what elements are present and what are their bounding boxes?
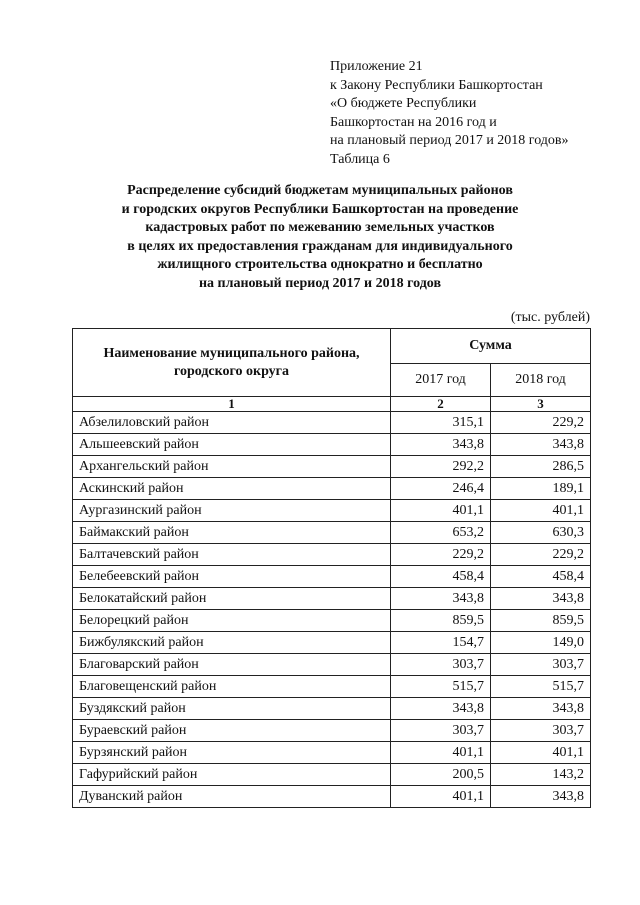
title-line: Распределение субсидий бюджетам муниципальных районов [127, 183, 513, 198]
district-name: Буздякский район [73, 698, 391, 720]
amount-2018: 343,8 [491, 786, 591, 808]
amount-2018: 859,5 [491, 610, 591, 632]
header-name: Наименование муниципального района, городского округа [73, 329, 391, 397]
table-row [73, 412, 591, 434]
title-line: жилищного строительства однократно и бесплатно [157, 257, 483, 272]
table-row [73, 588, 591, 610]
column-number: 3 [491, 397, 591, 412]
district-name: Белорецкий район [73, 610, 391, 632]
amount-2018: 229,2 [491, 412, 591, 434]
title-line: кадастровых работ по межеванию земельных участков [145, 220, 495, 235]
table-row [73, 544, 591, 566]
appendix-line: на плановый период 2017 и 2018 годов» [330, 133, 569, 148]
amount-2018: 303,7 [491, 720, 591, 742]
amount-2017: 200,5 [391, 764, 491, 786]
district-name: Бижбулякский район [73, 632, 391, 654]
district-name: Дуванский район [73, 786, 391, 808]
amount-2017: 246,4 [391, 478, 491, 500]
amount-2017: 303,7 [391, 720, 491, 742]
amount-2018: 458,4 [491, 566, 591, 588]
table-row [73, 676, 591, 698]
amount-2018: 343,8 [491, 588, 591, 610]
amount-2017: 859,5 [391, 610, 491, 632]
table-row [73, 566, 591, 588]
column-number: 1 [73, 397, 391, 412]
table-row [73, 764, 591, 786]
header-2017: 2017 год [391, 364, 491, 397]
district-name: Абзелиловский район [73, 412, 391, 434]
amount-2017: 343,8 [391, 434, 491, 456]
appendix-line: Башкортостан на 2016 год и [330, 114, 497, 130]
amount-2018: 343,8 [491, 434, 591, 456]
amount-2017: 515,7 [391, 676, 491, 698]
table-row [73, 610, 591, 632]
amount-2017: 315,1 [391, 412, 491, 434]
header-sum: Сумма [391, 329, 591, 364]
appendix-line: «О бюджете Республики [330, 96, 477, 111]
table-row [73, 456, 591, 478]
amount-2018: 286,5 [491, 456, 591, 478]
table-row [73, 522, 591, 544]
district-name: Благовещенский район [73, 676, 391, 698]
amount-2017: 303,7 [391, 654, 491, 676]
district-name: Гафурийский район [73, 764, 391, 786]
table-row [73, 434, 591, 456]
amount-2017: 292,2 [391, 456, 491, 478]
district-name: Аургазинский район [73, 500, 391, 522]
appendix-header [330, 58, 569, 169]
amount-2017: 401,1 [391, 786, 491, 808]
amount-2017: 154,7 [391, 632, 491, 654]
district-name: Аскинский район [73, 478, 391, 500]
table-row [73, 654, 591, 676]
table-number: Таблица 6 [330, 151, 390, 167]
title-line: на плановый период 2017 и 2018 годов [198, 275, 442, 291]
district-name: Баймакский район [73, 522, 391, 544]
appendix-line: Приложение 21 [330, 59, 423, 74]
amount-2018: 189,1 [491, 478, 591, 500]
table-row [73, 742, 591, 764]
amount-2018: 229,2 [491, 544, 591, 566]
amount-2018: 401,1 [491, 742, 591, 764]
amount-2017: 229,2 [391, 544, 491, 566]
amount-2018: 401,1 [491, 500, 591, 522]
amount-2017: 401,1 [391, 500, 491, 522]
amount-2017: 343,8 [391, 698, 491, 720]
amount-2017: 458,4 [391, 566, 491, 588]
amount-2018: 343,8 [491, 698, 591, 720]
amount-2018: 515,7 [491, 676, 591, 698]
amount-2017: 653,2 [391, 522, 491, 544]
document-title [60, 182, 580, 293]
amount-2017: 401,1 [391, 742, 491, 764]
appendix-line: к Закону Республики Башкортостан [330, 77, 543, 93]
amount-2017: 343,8 [391, 588, 491, 610]
table-row [73, 698, 591, 720]
district-name: Благоварский район [73, 654, 391, 676]
units-label: (тыс. рублей) [510, 310, 590, 325]
amount-2018: 630,3 [491, 522, 591, 544]
table-row [73, 786, 591, 808]
subsidy-table [72, 328, 591, 808]
table-row [73, 720, 591, 742]
title-line: в целях их предоставления гражданам для индивидуального [127, 238, 513, 254]
title-line: и городских округов Республики Башкортостан на проведение [121, 201, 519, 217]
district-name: Бураевский район [73, 720, 391, 742]
district-name: Белокатайский район [73, 588, 391, 610]
table-row [73, 632, 591, 654]
amount-2018: 143,2 [491, 764, 591, 786]
district-name: Альшеевский район [73, 434, 391, 456]
amount-2018: 149,0 [491, 632, 591, 654]
amount-2018: 303,7 [491, 654, 591, 676]
column-number: 2 [391, 397, 491, 412]
district-name: Архангельский район [73, 456, 391, 478]
table-row [73, 500, 591, 522]
district-name: Белебеевский район [73, 566, 391, 588]
header-2018: 2018 год [491, 364, 591, 397]
table-row [73, 478, 591, 500]
district-name: Бурзянский район [73, 742, 391, 764]
district-name: Балтачевский район [73, 544, 391, 566]
